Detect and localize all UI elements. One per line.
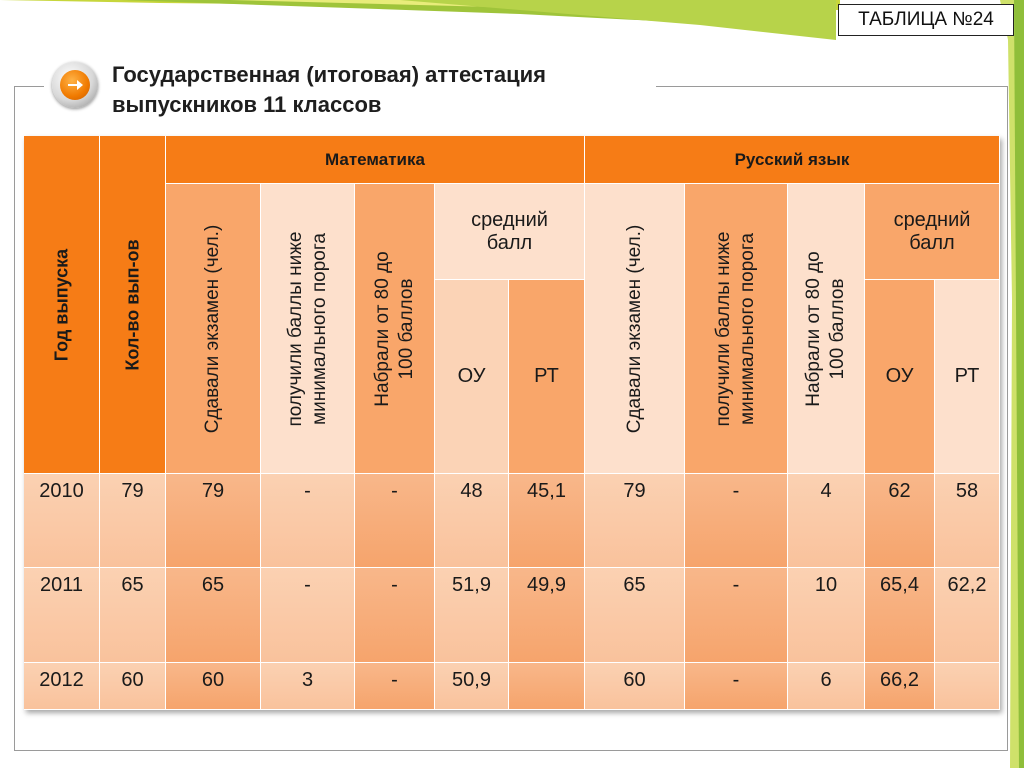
rus-high-line-2: 100 баллов: [827, 277, 848, 380]
rus-took-label: Сдавали экзамен (чел.): [623, 224, 645, 433]
math-below-line-2: минимального порога: [308, 232, 330, 425]
header-russian: [585, 136, 1000, 184]
cell-r-took: 65: [585, 568, 685, 663]
header-year-label: Год выпуска: [51, 248, 71, 361]
cell-r-high: 4: [788, 474, 865, 568]
header-math-label: Математика: [325, 149, 425, 169]
math-rt-header: [509, 280, 585, 474]
rus-rt-label: РТ: [954, 365, 980, 387]
cell-year: 2012: [24, 663, 100, 710]
math-avg-line-1: средний: [471, 208, 548, 231]
cell-r-rt: 62,2: [935, 568, 1000, 663]
page-title: [112, 60, 712, 120]
rus-avg-line-2: балл: [909, 231, 955, 254]
header-count-label: Кол-во вып-ов: [122, 238, 142, 371]
cell-m-ou: 48: [435, 474, 509, 568]
math-avg-header: [435, 184, 585, 280]
cell-count: 65: [100, 568, 166, 663]
math-below-header: [261, 184, 355, 474]
math-avg-line-2: балл: [486, 231, 533, 254]
cell-r-ou: 62: [865, 474, 935, 568]
header-russian-label: Русский язык: [734, 149, 850, 169]
table-number-tag: ТАБЛИЦА №24: [838, 4, 1014, 36]
cell-m-ou: 50,9: [435, 663, 509, 710]
rus-rt-header: [935, 280, 1000, 474]
rus-avg-header: [865, 184, 1000, 280]
title-line-1: Государственная (итоговая) аттестация: [112, 62, 547, 87]
rus-high-line-1: Набрали от 80 до: [803, 250, 824, 407]
cell-r-rt: 58: [935, 474, 1000, 568]
cell-m-ou: 51,9: [435, 568, 509, 663]
cell-m-rt: [509, 663, 585, 710]
cell-r-took: 79: [585, 474, 685, 568]
rus-ou-label: ОУ: [885, 365, 914, 387]
arrow-right-icon[interactable]: [52, 62, 98, 108]
rus-below-line-1: получили баллы ниже: [713, 230, 734, 427]
rus-below-label: [712, 231, 760, 426]
math-ou-label: ОУ: [457, 365, 486, 387]
math-high-label: [371, 251, 419, 406]
cell-m-took: 79: [166, 474, 261, 568]
cell-m-below: 3: [261, 663, 355, 710]
rus-ou-header: [865, 280, 935, 474]
title-line-2: выпускников 11 классов: [112, 92, 382, 117]
math-ou-header: [435, 280, 509, 474]
cell-m-took: 65: [166, 568, 261, 663]
header-year: [24, 136, 100, 474]
rus-high-header: [788, 184, 865, 474]
rus-avg-line-1: средний: [893, 208, 971, 231]
cell-r-rt: [935, 663, 1000, 710]
cell-r-below: -: [685, 663, 788, 710]
rus-took-header: [585, 184, 685, 474]
cell-r-below: -: [685, 474, 788, 568]
cell-r-ou: 65,4: [865, 568, 935, 663]
math-high-header: [355, 184, 435, 474]
cell-m-below: -: [261, 474, 355, 568]
cell-r-high: 6: [788, 663, 865, 710]
cell-m-high: -: [355, 568, 435, 663]
cell-count: 60: [100, 663, 166, 710]
math-took-label: Сдавали экзамен (чел.): [202, 224, 223, 433]
cell-r-high: 10: [788, 568, 865, 663]
math-high-line-2: 100 баллов: [395, 277, 417, 380]
cell-r-below: -: [685, 568, 788, 663]
cell-r-took: 60: [585, 663, 685, 710]
cell-m-took: 60: [166, 663, 261, 710]
math-below-line-1: получили баллы ниже: [284, 230, 306, 427]
cell-m-rt: 49,9: [509, 568, 585, 663]
math-took-header: [166, 184, 261, 474]
cell-year: 2011: [24, 568, 100, 663]
results-table: [24, 136, 1000, 710]
rus-below-line-2: минимального порога: [737, 232, 758, 425]
cell-m-rt: 45,1: [509, 474, 585, 568]
math-rt-label: РТ: [534, 365, 559, 387]
cell-m-high: -: [355, 663, 435, 710]
cell-m-below: -: [261, 568, 355, 663]
cell-r-ou: 66,2: [865, 663, 935, 710]
rus-below-header: [685, 184, 788, 474]
cell-year: 2010: [24, 474, 100, 568]
header-count: [100, 136, 166, 474]
rus-high-label: [802, 251, 850, 406]
cell-count: 79: [100, 474, 166, 568]
header-math: [166, 136, 585, 184]
cell-m-high: -: [355, 474, 435, 568]
math-high-line-1: Набрали от 80 до: [371, 250, 393, 407]
math-below-label: [284, 231, 332, 426]
